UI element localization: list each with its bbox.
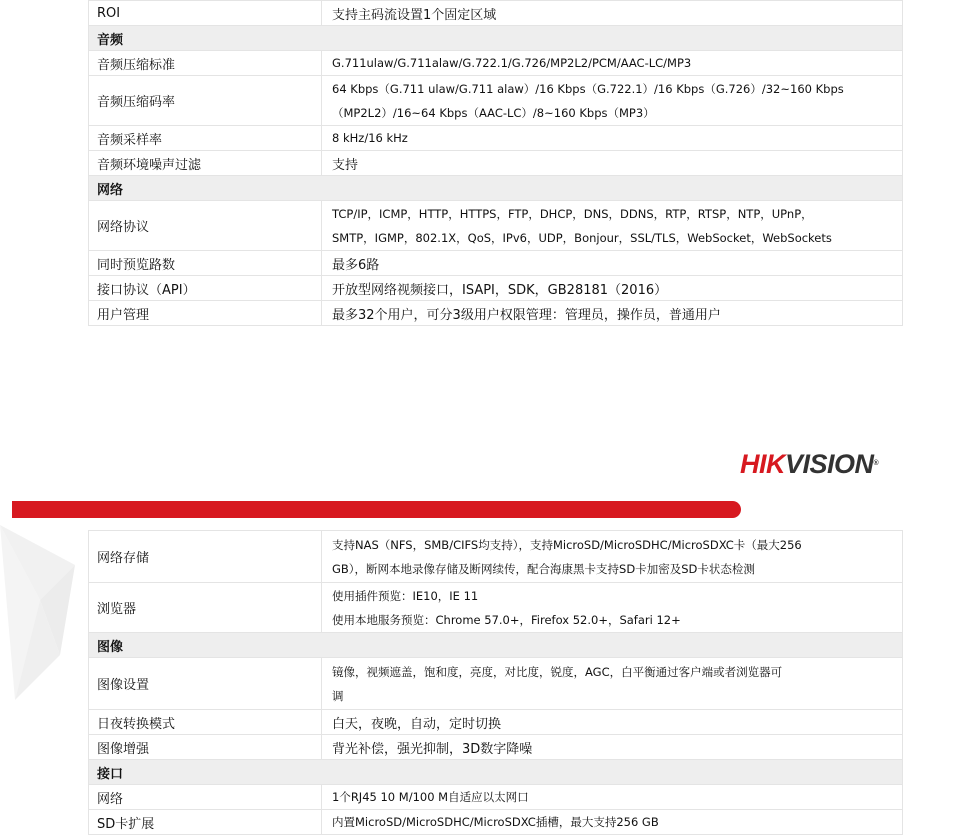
spec-value-line: 使用本地服务预览：Chrome 57.0+，Firefox 52.0+，Safari 12+ — [332, 612, 681, 627]
spec-value-line: 镜像，视频遮盖，饱和度，亮度，对比度，锐度，AGC，白平衡通过客户端或者浏览器可 — [332, 664, 783, 679]
spec-table-audio-network — [88, 0, 903, 326]
spec-key: 图像增强 — [89, 735, 322, 760]
spec-value — [322, 531, 903, 583]
spec-value: 内置MicroSD/MicroSDHC/MicroSDXC插槽，最大支持256 GB — [322, 810, 903, 835]
spec-key: 图像设置 — [89, 658, 322, 710]
table-row — [89, 126, 903, 151]
section-title: 接口 — [89, 760, 903, 785]
spec-value — [322, 201, 903, 251]
red-divider-bar — [12, 501, 741, 518]
spec-value: 支持主码流设置1个固定区域 — [322, 1, 903, 26]
spec-value-line: GB），断网本地录像存储及断网续传，配合海康黑卡支持SD卡加密及SD卡状态检测 — [332, 561, 755, 576]
table-row — [89, 201, 903, 251]
table-row — [89, 51, 903, 76]
spec-table-storage-image-interface — [88, 530, 903, 835]
table-row — [89, 251, 903, 276]
section-title: 音频 — [89, 26, 903, 51]
table-row — [89, 1, 903, 26]
spec-value — [322, 658, 903, 710]
logo-text-hik: HIK — [740, 449, 785, 479]
spec-value: 背光补偿，强光抑制，3D数字降噪 — [322, 735, 903, 760]
spec-value: 8 kHz/16 kHz — [322, 126, 903, 151]
spec-key: 日夜转换模式 — [89, 710, 322, 735]
table-row — [89, 710, 903, 735]
spec-value-line: SMTP，IGMP，802.1X，QoS，IPv6，UDP，Bonjour，SSL/TLS，WebSocket，WebSockets — [332, 230, 832, 245]
section-title: 图像 — [89, 633, 903, 658]
spec-key: 音频压缩码率 — [89, 76, 322, 126]
section-header — [89, 633, 903, 658]
table-row — [89, 658, 903, 710]
spec-value: 白天，夜晚，自动，定时切换 — [322, 710, 903, 735]
table-row — [89, 76, 903, 126]
table-row — [89, 301, 903, 326]
section-header — [89, 176, 903, 201]
spec-value: 开放型网络视频接口，ISAPI，SDK，GB28181（2016） — [322, 276, 903, 301]
table-row — [89, 785, 903, 810]
section-header — [89, 760, 903, 785]
spec-value-line: 使用插件预览：IE10，IE 11 — [332, 588, 479, 603]
spec-key: 同时预览路数 — [89, 251, 322, 276]
spec-value: 最多6路 — [322, 251, 903, 276]
section-title: 网络 — [89, 176, 903, 201]
section-header — [89, 26, 903, 51]
spec-key: SD卡扩展 — [89, 810, 322, 835]
spec-key: 网络存储 — [89, 531, 322, 583]
background-decoration — [0, 505, 90, 715]
spec-key: ROI — [89, 1, 322, 26]
spec-key: 网络 — [89, 785, 322, 810]
spec-value-line: 64 Kbps（G.711 ulaw/G.711 alaw）/16 Kbps（G.722.1）/16 Kbps（G.726）/32~160 Kbps — [332, 81, 844, 96]
table-row — [89, 583, 903, 633]
spec-key: 音频环境噪声过滤 — [89, 151, 322, 176]
spec-value: 1个RJ45 10 M/100 M自适应以太网口 — [322, 785, 903, 810]
spec-value-line: 支持NAS（NFS，SMB/CIFS均支持），支持MicroSD/MicroSDHC/MicroSDXC卡（最大256 — [332, 537, 802, 552]
spec-value-line: （MP2L2）/16~64 Kbps（AAC-LC）/8~160 Kbps（MP3） — [332, 105, 655, 120]
hikvision-logo — [740, 449, 878, 479]
spec-value: 支持 — [322, 151, 903, 176]
spec-key: 用户管理 — [89, 301, 322, 326]
registered-mark: ® — [873, 460, 879, 467]
logo-text-vision: VISION — [785, 449, 874, 479]
spec-key: 音频采样率 — [89, 126, 322, 151]
spec-key: 浏览器 — [89, 583, 322, 633]
table-row — [89, 531, 903, 583]
spec-value — [322, 76, 903, 126]
table-row — [89, 810, 903, 835]
spec-value: G.711ulaw/G.711alaw/G.722.1/G.726/MP2L2/PCM/AAC-LC/MP3 — [322, 51, 903, 76]
spec-value — [322, 583, 903, 633]
spec-key: 接口协议（API） — [89, 276, 322, 301]
spec-value: 最多32个用户，可分3级用户权限管理：管理员，操作员，普通用户 — [322, 301, 903, 326]
spec-key: 网络协议 — [89, 201, 322, 251]
spec-value-line: TCP/IP，ICMP，HTTP，HTTPS，FTP，DHCP，DNS，DDNS，RTP，RTSP，NTP，UPnP， — [332, 206, 813, 221]
table-row — [89, 735, 903, 760]
table-row — [89, 276, 903, 301]
spec-value-line: 调 — [332, 688, 344, 703]
spec-key: 音频压缩标准 — [89, 51, 322, 76]
table-row — [89, 151, 903, 176]
